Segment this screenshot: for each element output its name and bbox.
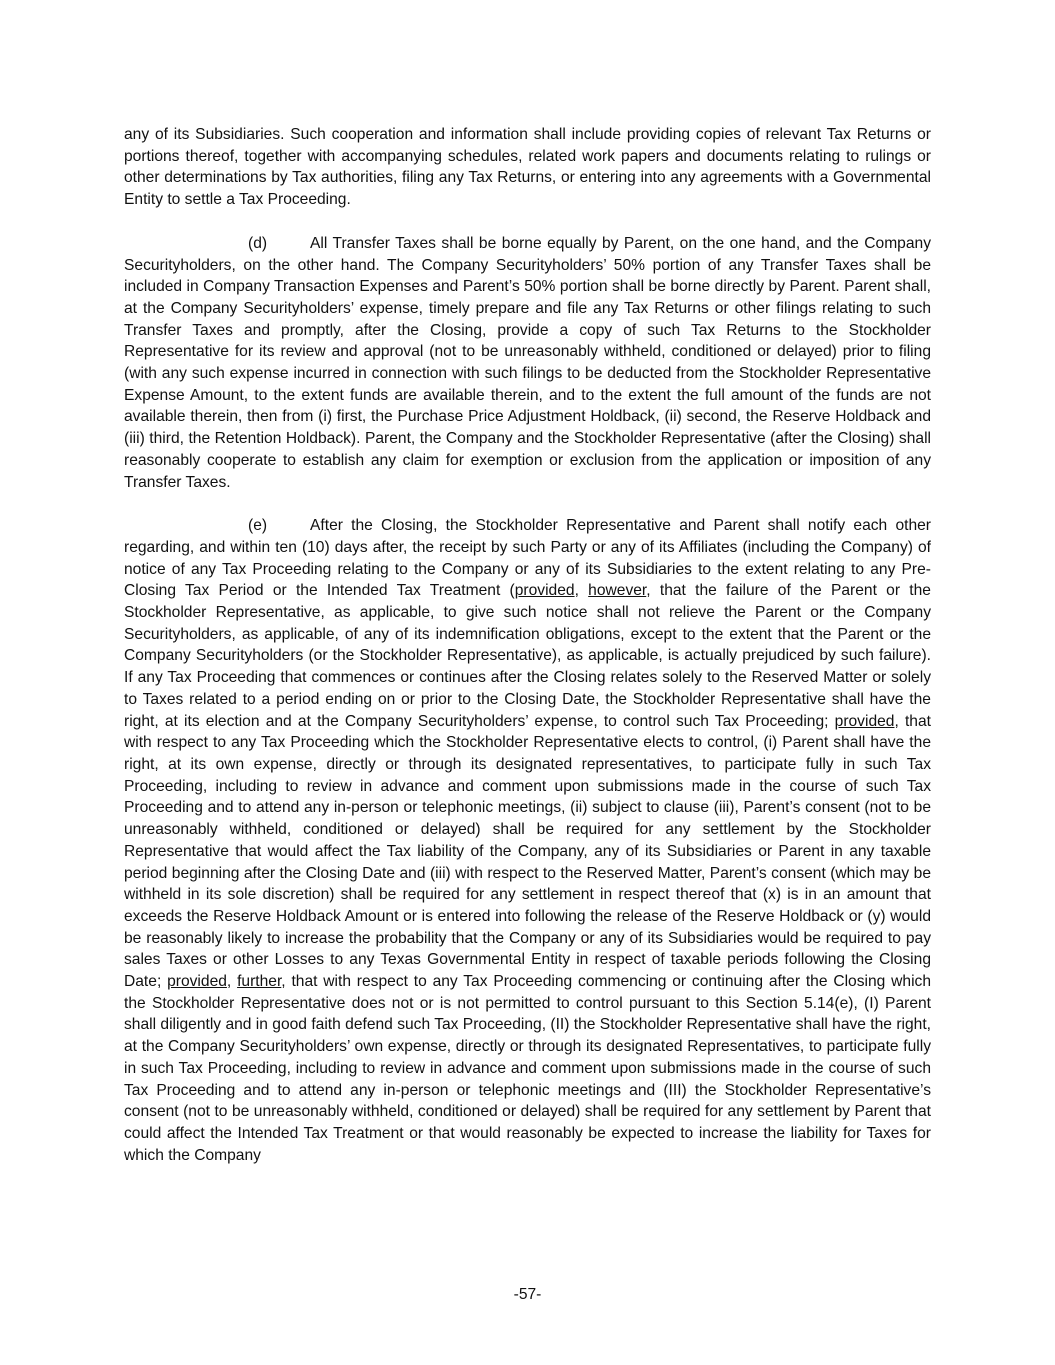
underlined-term: however [588, 582, 647, 600]
paragraph-continuation [124, 124, 931, 211]
paragraph-e [124, 515, 931, 1166]
page-number: -57- [513, 1286, 542, 1303]
paragraph-text: , [226, 973, 238, 991]
paragraph-text: , that with respect to any Tax Proceeding which the Stockholder Representative elects to control, (i) Parent shall have the right, at its own expense, directly or through its designated representatives, to participate fully in such Tax Proceeding, including to review in advance and comment upon submissions made in the course of such Tax Proceeding and to attend any in-person or telephonic meetings, (ii) subject to clause (iii), Parent’s consent (not to be unreasonably withheld, conditioned or delayed) shall be required for any settlement by the Stockholder Representative that would affect the Tax liability of the Company, any of its Subsidiaries or Parent in any taxable period beginning after the Closing Date and (iii) with respect to the Reserved Matter, Parent’s consent (which may be withheld in its sole discretion) shall be required for any settlement in respect thereof that (x) is in an amount that exceeds the Reserve Holdback Amount or is entered into following the release of the Reserve Holdback or (y) would be reasonably likely to increase the probability that the Company or any of its Subsidiaries would be required to pay sales Taxes or other Losses to any Texas Governmental Entity in respect of taxable periods following the Closing Date; [124, 712, 931, 991]
paragraph-d [124, 233, 931, 493]
underlined-term: provided [167, 973, 227, 991]
underlined-term: provided [514, 582, 575, 600]
clause-label-e: (e) [248, 517, 268, 535]
paragraph-text: , that the failure of the Parent or the Stockholder Representative, as applicable, to give such notice shall not relieve the Parent or the Company Securityholders, as applicable, of any of its indemnification obligations, except to the extent that the Parent or the Company Securityholders (or the Stockholder Representative), as applicable, is actually prejudiced by such failure). If any Tax Proceeding that commences or continues after the Closing relates solely to the Reserved Matter or solely to Taxes related to a period ending on or prior to the Closing Date, the Stockholder Representative shall have the right, at its election and at the Company Securityholders’ expense, to control such Tax Proceeding; [124, 582, 931, 730]
paragraph-text: , that with respect to any Tax Proceeding commencing or continuing after the Closing which the Stockholder Representative does not or is not permitted to control pursuant to this Section 5.14(e), (I) Parent shall diligently and in good faith defend such Tax Proceeding, (II) the Stockholder Representative shall have the right, at the Company Securityholders’ own expense, directly or through its designated Representatives, to participate fully in such Tax Proceeding, including to review in advance and comment upon submissions made in the course of such Tax Proceeding and to attend any in-person or telephonic meetings and (III) the Stockholder Representative’s consent (not to be unreasonably withheld, conditioned or delayed) shall be required for any settlement by Parent that could affect the Intended Tax Treatment or that would reasonably be expected to increase the liability for Taxes for which the Company [124, 973, 932, 1164]
paragraph-text: After the Closing, the Stockholder Representative and Parent shall notify each other regarding, and within ten (10) days after, the receipt by such Party or any of its Affiliates (including the Company) of notice of any Tax Proceeding relating to the Company or any of its Subsidiaries to the extent relating to any Pre-Closing Tax Period or the Intended Tax Treatment ( [124, 517, 931, 600]
clause-label-d: (d) [248, 234, 268, 252]
paragraph-text: , [574, 582, 589, 600]
underlined-term: provided [834, 712, 895, 730]
underlined-term: further [237, 973, 282, 991]
paragraph-text: All Transfer Taxes shall be borne equally by Parent, on the one hand, and the Company Securityholders, on the other hand. The Company Securityholders’ 50% portion of any Transfer Taxes shall be included in Company Transaction Expenses and Parent’s 50% portion shall be borne directly by Parent. Parent shall, at the Company Securityholders’ expense, timely prepare and file any Tax Returns or other filings relating to such Transfer Taxes and promptly, after the Closing, provide a copy of such Tax Returns to the Stockholder Representative for its review and approval (not to be unreasonably withheld, conditioned or delayed) prior to filing (with any such expense incurred in connection with such filings to be deducted from the Stockholder Representative Expense Amount, to the extent funds are available therein, and to the extent the full amount of the funds are not available therein, then from (i) first, the Purchase Price Adjustment Holdback, (ii) second, the Reserve Holdback and (iii) third, the Retention Holdback). Parent, the Company and the Stockholder Representative (after the Closing) shall reasonably cooperate to establish any claim for exemption or exclusion from the application or imposition of any Transfer Taxes. [124, 234, 931, 491]
paragraph-text: any of its Subsidiaries. Such cooperation and information shall include providing copies of relevant Tax Returns or portions thereof, together with accompanying schedules, related work papers and documents relating to rulings or other determinations by Tax authorities, filing any Tax Returns, or entering into any agreements with a Governmental Entity to settle a Tax Proceeding. [124, 126, 931, 209]
document-page [124, 124, 931, 1166]
